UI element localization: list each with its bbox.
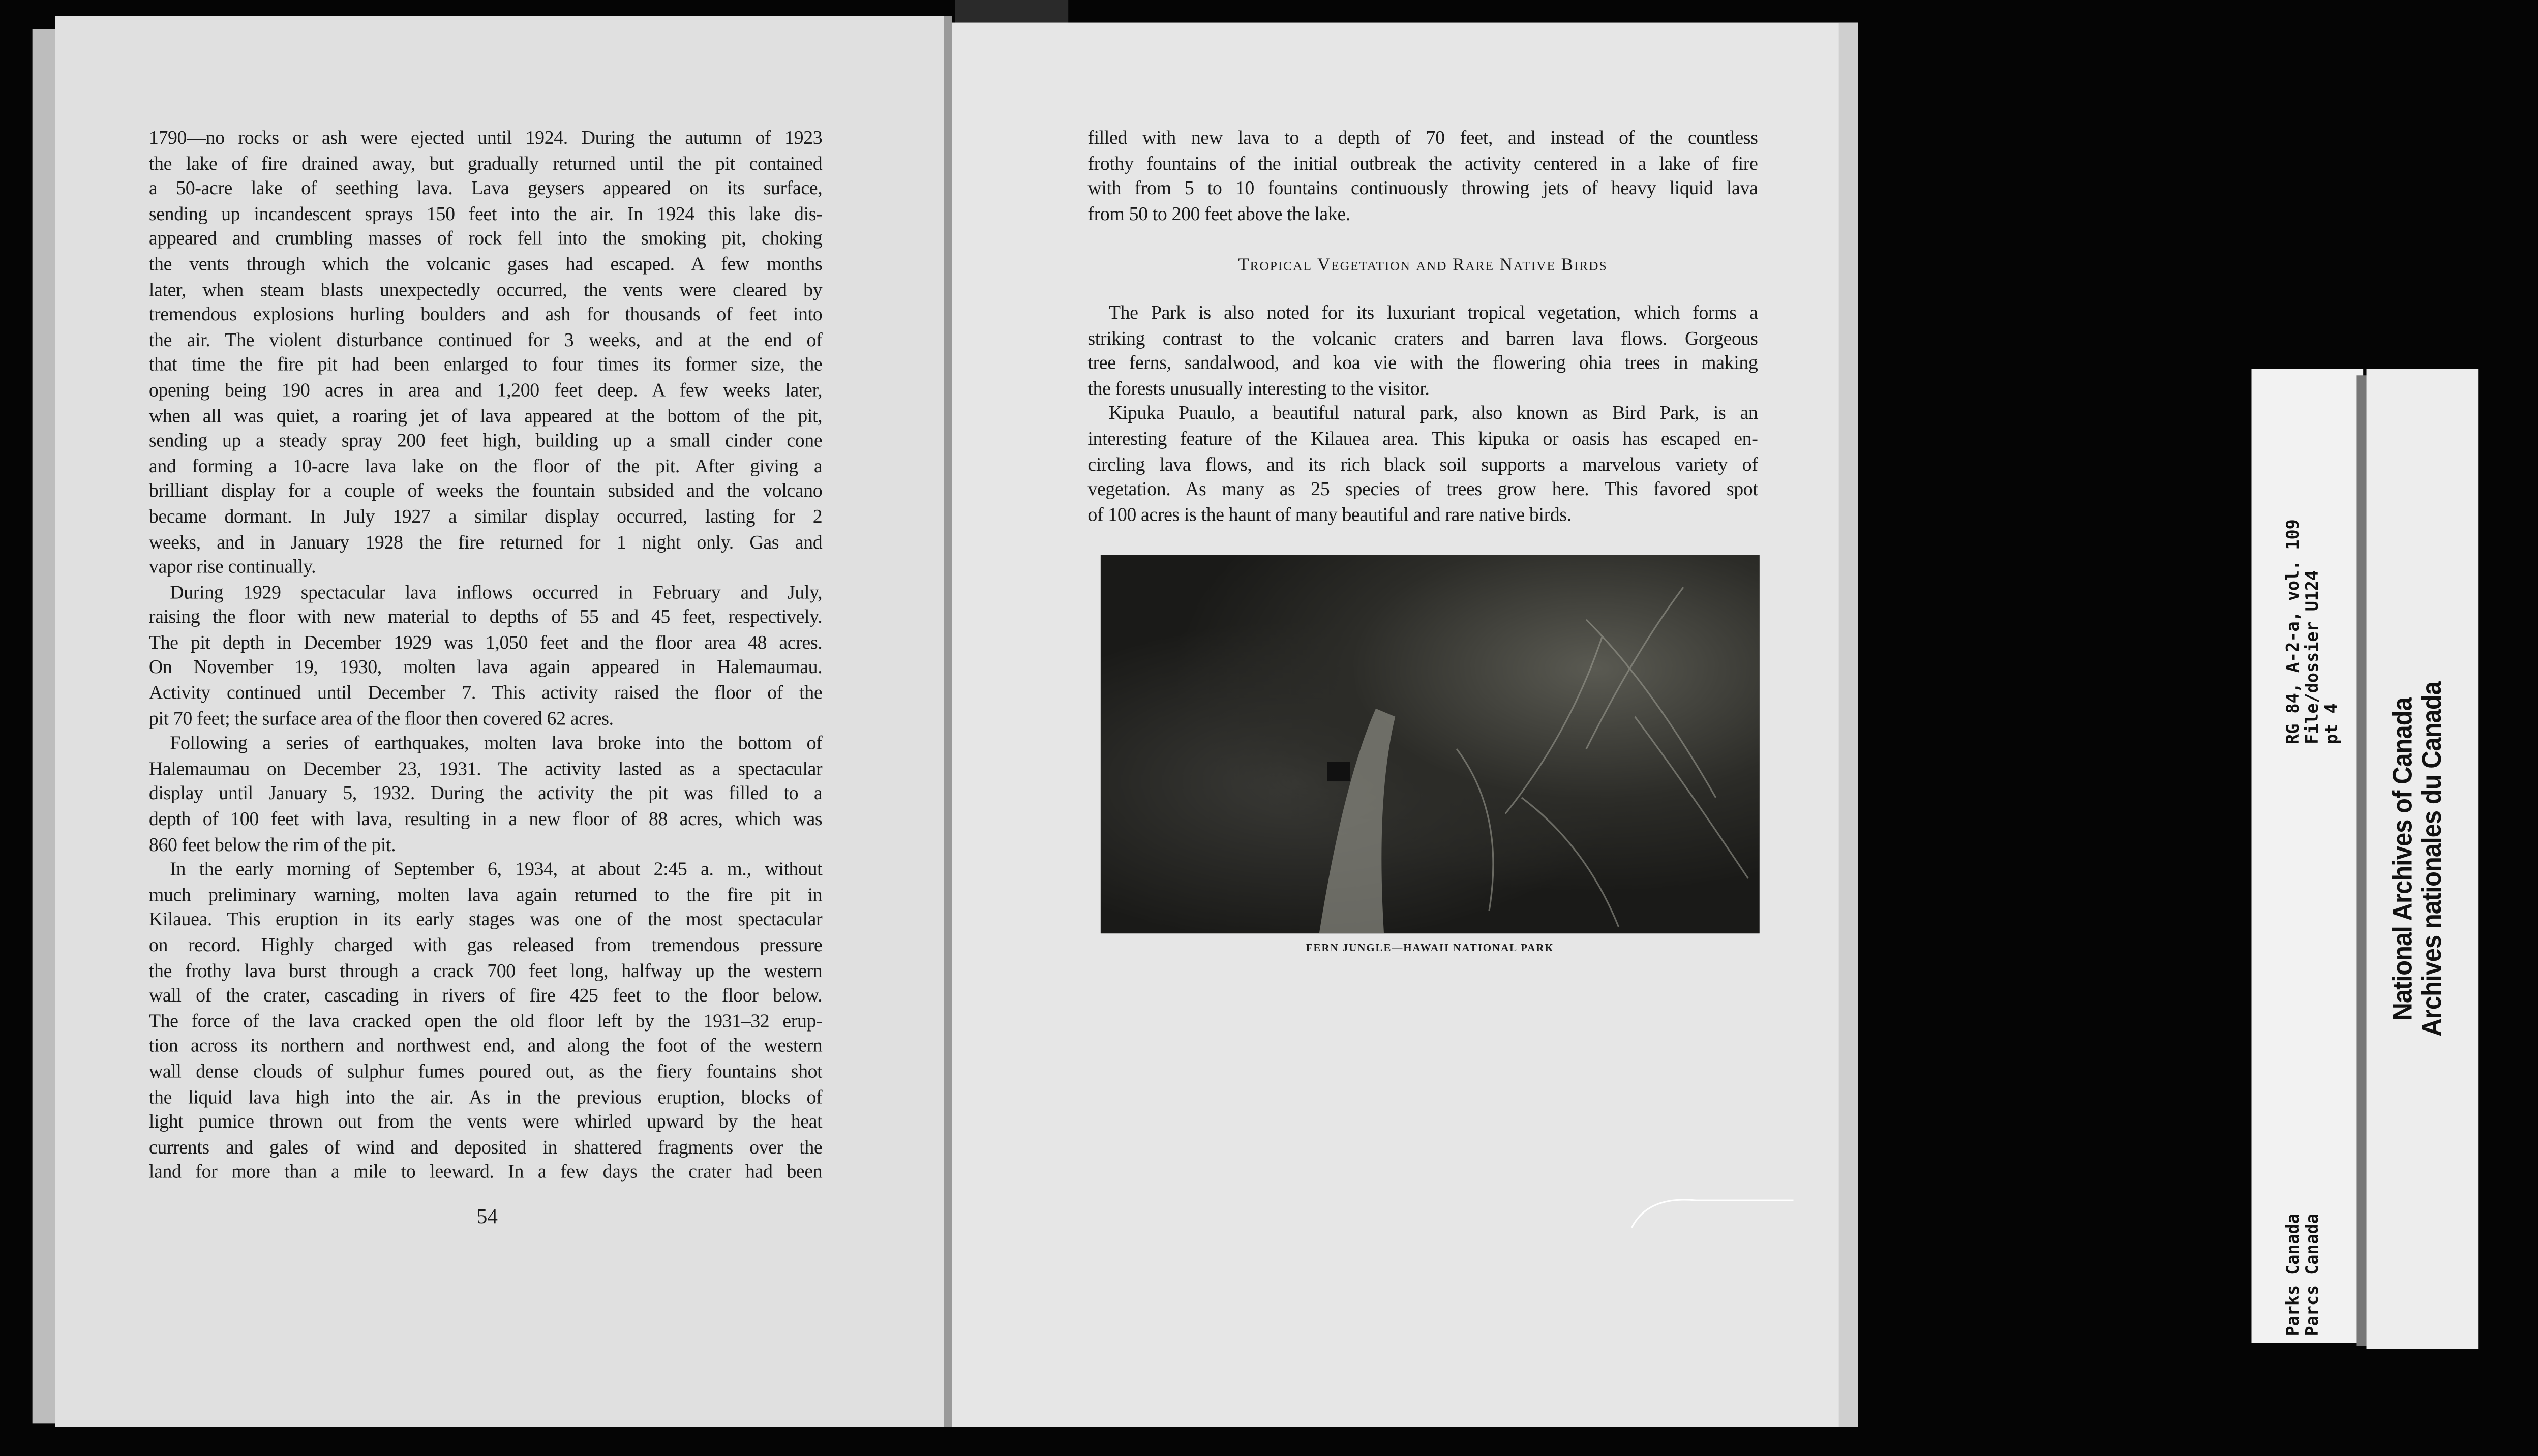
text-line: tremendous explosions hurling boulders and ash for thousands of feet into [148,302,823,326]
agency-block [2284,1214,2322,1336]
text-line: The pit depth in December 1929 was 1,050 feet and the floor area 48 acres. [148,630,823,654]
archives-name-fr: Archives nationales du Canada [2416,682,2448,1037]
archives-name-en: National Archives of Canada [2387,697,2419,1021]
text-line: tree ferns, sandalwood, and koa vie with the flowering ohia trees in making [1087,351,1758,374]
archive-reference-text [2251,369,2363,1343]
text-line: brilliant display for a couple of weeks the fountain subsided and the volcano [148,479,823,502]
text-line: much preliminary warning, molten lava again returned to the fire pit in [148,883,823,906]
left-page-body [149,126,822,1186]
agency-en: Parks Canada [2284,1214,2304,1337]
text-line: sending up incandescent sprays 150 feet into the air. In 1924 this lake dis- [148,202,823,225]
fern-jungle-photo [1101,555,1760,934]
reference-block [2284,519,2342,744]
text-line: pit 70 feet; the surface area of the floor then covered 62 acres. [148,706,614,730]
car [1327,762,1350,781]
text-line: 860 feet below the rim of the pit. [148,832,396,856]
text-line: filled with new lava to a depth of 70 feet, and instead of the countless [1087,126,1758,149]
text-line: light pumice thrown out from the vents were whirled upward by the heat [148,1110,823,1133]
binding-strip [955,0,1068,26]
text-line: On November 19, 1930, molten lava again appeared in Halemaumau. [148,656,823,679]
text-line: Halemaumau on December 23, 1931. The activity lasted as a spectacular [148,756,823,780]
text-line: depth of 100 feet with lava, resulting in a new floor of 88 acres, which was [148,807,823,830]
section-heading: Tropical Vegetation and Rare Native Birds [1238,255,1608,275]
text-line: appeared and crumbling masses of rock fell into the smoking pit, choking [148,227,823,250]
text-line: land for more than a mile to leeward. In a few days the crater had been [148,1160,823,1184]
text-line: interesting feature of the Kilauea area. This kipuka or oasis has escaped en- [1087,427,1758,450]
text-line: from 50 to 200 feet above the lake. [1087,202,1350,225]
text-line: display until January 5, 1932. During the activity the pit was filled to a [148,782,823,805]
text-line: vapor rise continually. [148,555,316,578]
text-line: of 100 acres is the haunt of many beautiful and rare native birds. [1087,502,1572,526]
text-line: the frothy lava burst through a crack 700 feet long, halfway up the western [148,958,823,982]
text-line: In the early morning of September 6, 1934, at about 2:45 a. m., without [170,858,823,881]
label-divider [2356,375,2366,1346]
text-line: the air. The violent disturbance continued for 3 weeks, and at the end of [148,328,823,351]
left-page [55,16,948,1427]
text-line: weeks, and in January 1928 the fire returned for 1 night only. Gas and [148,530,823,553]
right-page-body [1087,301,1758,528]
text-line: later, when steam blasts unexpectedly occurred, the vents were cleared by [148,277,823,300]
text-line: wall dense clouds of sulphur fumes poured out, as the fiery fountains shot [148,1059,823,1082]
archives-block [2389,418,2448,1300]
text-line: striking contrast to the volcanic craters and barren lava flows. Gorgeous [1087,326,1758,349]
part-number: pt 4 [2322,703,2342,744]
road [1319,709,1396,933]
text-line: tion across its northern and northwest end, and along the foot of the western [148,1034,823,1057]
text-line: circling lava flows, and its rich black soil supports a marvelous variety of [1087,452,1758,475]
text-line: The Park is also noted for its luxuriant tropical vegetation, which forms a [1108,300,1758,324]
text-line: Activity continued until December 7. This activity raised the floor of the [148,681,823,704]
text-line: the vents through which the volcanic gases had escaped. A few months [148,252,823,275]
text-line: the lake of fire drained away, but gradually returned until the pit contained [148,151,823,174]
text-line: a 50-acre lake of seething lava. Lava geysers appeared on its surface, [148,176,823,200]
text-line: vegetation. As many as 25 species of trees grow here. This favored spot [1087,477,1758,500]
text-line: During 1929 spectacular lava inflows occurred in February and July, [170,580,823,603]
text-line: frothy fountains of the initial outbreak the activity centered in a lake of fire [1087,151,1758,174]
national-archives-text [2367,369,2479,1349]
agency-fr: Parcs Canada [2303,1214,2323,1337]
text-line: when all was quiet, a roaring jet of lava appeared at the bottom of the pit, [148,404,823,427]
gutter-shadow [944,16,952,1427]
text-line: with from 5 to 10 fountains continuously throwing jets of heavy liquid lava [1087,176,1758,200]
text-line: the forests unusually interesting to the visitor. [1087,376,1430,400]
archive-reference-label [2251,369,2363,1343]
page-number: 54 [476,1203,498,1228]
text-line: wall of the crater, cascading in rivers of fire 425 feet to the floor below. [148,984,823,1007]
national-archives-label [2367,369,2479,1349]
text-line: the liquid lava high into the air. As in the previous eruption, blocks of [148,1084,823,1108]
right-page [952,23,1858,1427]
text-line: on record. Highly charged with gas released from tremendous pressure [148,933,823,956]
page-stack-edge [1839,23,1858,1427]
photo-scene [1101,555,1760,934]
text-line: raising the floor with new material to depths of 55 and 45 feet, respectively. [148,605,823,628]
file-number: File/dossier U124 [2303,570,2323,744]
text-line: Following a series of earthquakes, molten lava broke into the bottom of [170,732,823,754]
fern-fronds [1457,587,1748,927]
text-line: 1790—no rocks or ash were ejected until 1924. During the autumn of 1923 [148,126,823,149]
text-line: sending up a steady spray 200 feet high, building up a small cinder cone [148,429,823,452]
text-line: and forming a 10-acre lava lake on the floor of the pit. After giving a [148,454,823,477]
text-line: became dormant. In July 1927 a similar display occurred, lasting for 2 [148,504,823,528]
text-line: Kipuka Puaulo, a beautiful natural park, also known as Bird Park, is an [1108,402,1758,424]
text-line: opening being 190 acres in area and 1,200 feet deep. A few weeks later, [148,378,823,401]
reference-number: RG 84, A-2-a, vol. 109 [2284,519,2304,744]
text-line: The force of the lava cracked open the old floor left by the 1931–32 erup- [148,1009,823,1032]
pencil-mark [1631,1188,1809,1236]
text-line: Kilauea. This eruption in its early stages was one of the most spectacular [148,908,823,931]
text-line: currents and gales of wind and deposited in shattered fragments over the [148,1135,823,1158]
right-page-continuation [1087,126,1758,227]
photo-caption: FERN JUNGLE—HAWAII NATIONAL PARK [1306,943,1554,955]
text-line: that time the fire pit had been enlarged to four times its former size, the [148,353,823,376]
